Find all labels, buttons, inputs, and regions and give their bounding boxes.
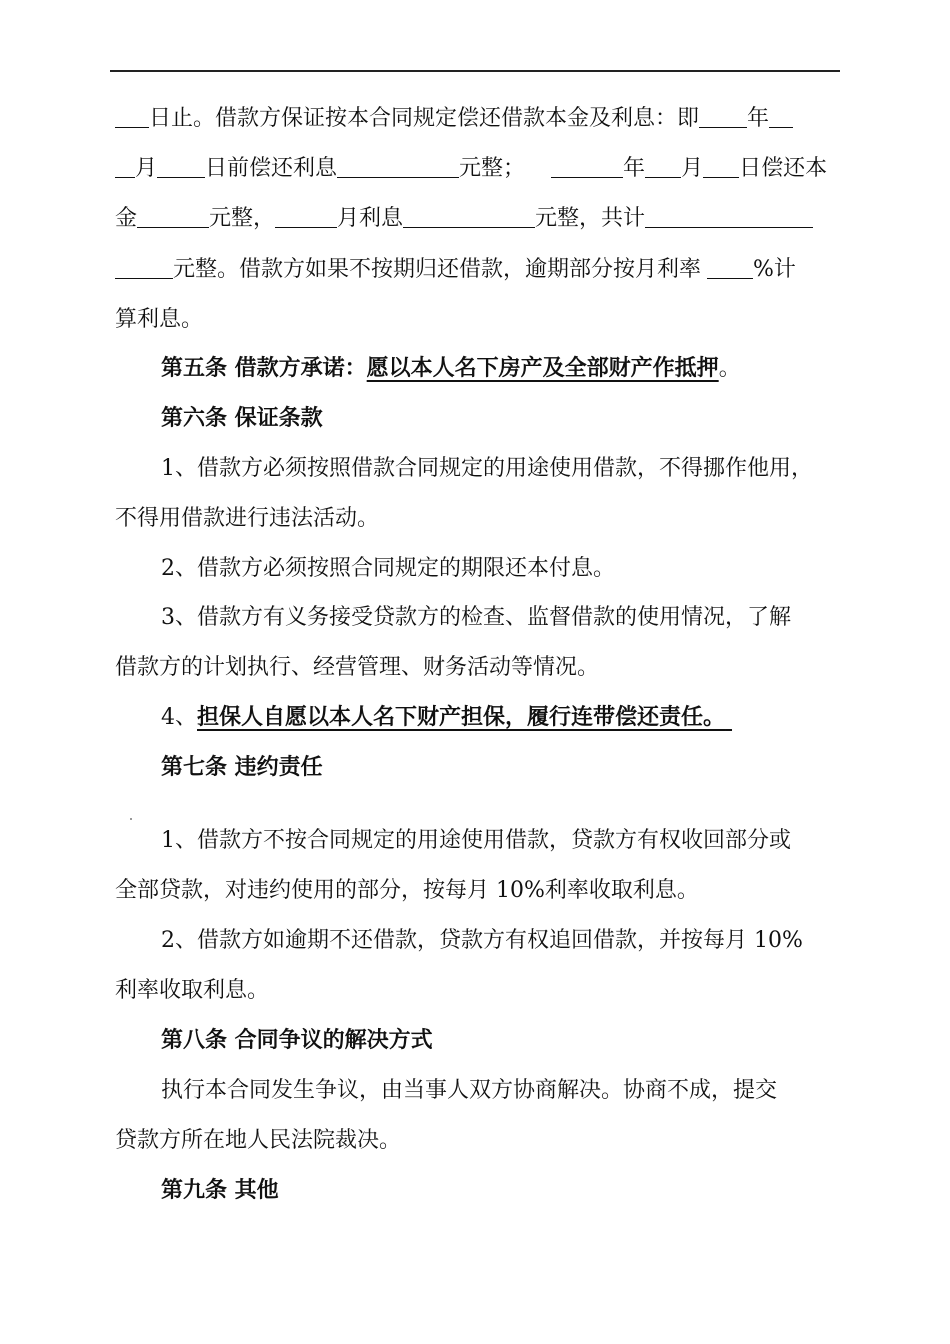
blank-field[interactable] <box>115 155 135 178</box>
blank-field[interactable] <box>115 105 149 128</box>
blank-field[interactable] <box>403 205 535 228</box>
article-5-promise: 愿以本人名下房产及全部财产作抵押 <box>366 356 719 381</box>
blank-field[interactable] <box>275 205 337 228</box>
article-6-item-3-cont: 借款方的计划执行、经营管理、财务活动等情况。 <box>115 655 600 680</box>
blank-field[interactable] <box>645 155 681 178</box>
repayment-line-2: 月 日前偿还利息 元整； 年 月 日偿还本 <box>115 154 850 184</box>
article-6-item-3: 3、借款方有义务接受贷款方的检查、监督借款的使用情况，了解 <box>161 605 791 630</box>
article-6-item-4: 4、担保人自愿以本人名下财产担保，履行连带偿还责任。 <box>161 705 726 730</box>
article-7-item-2: 2、借款方如逾期不还借款，贷款方有权追回借款，并按每月 10% <box>161 928 803 953</box>
guarantor-clause: 担保人自愿以本人名下财产担保，履行连带偿还责任。 <box>197 705 726 730</box>
repayment-line-5: 算利息。 <box>115 307 204 332</box>
repayment-line-3: 金 元整， 月利息 元整，共计 <box>115 204 850 234</box>
blank-field[interactable] <box>645 205 813 228</box>
article-7-item-2-cont: 利率收取利息。 <box>115 978 270 1003</box>
article-8-text: 执行本合同发生争议，由当事人双方协商解决。协商不成，提交 <box>161 1078 778 1103</box>
repayment-line-1: 日止。借款方保证按本合同规定偿还借款本金及利息：即 年 <box>115 104 850 134</box>
article-6-item-1: 1、借款方必须按照借款合同规定的用途使用借款，不得挪作他用， <box>161 456 813 481</box>
article-7-item-1-cont: 全部贷款，对违约使用的部分，按每月 10%利率收取利息。 <box>115 878 699 903</box>
article-8-text-cont: 贷款方所在地人民法院裁决。 <box>115 1128 402 1153</box>
article-6-item-1-cont: 不得用借款进行违法活动。 <box>115 506 380 531</box>
article-5-heading: 第五条 借款方承诺： <box>161 356 367 381</box>
article-6-heading: 第六条 保证条款 <box>161 406 323 431</box>
article-8-heading: 第八条 合同争议的解决方式 <box>161 1028 433 1053</box>
blank-field[interactable] <box>551 155 623 178</box>
blank-field[interactable] <box>699 105 747 128</box>
header-rule <box>110 70 840 72</box>
blank-field[interactable] <box>337 155 459 178</box>
blank-field[interactable] <box>115 256 173 279</box>
repayment-line-4: 元整。借款方如果不按期归还借款，逾期部分按月利率 %计 <box>115 255 850 285</box>
scan-speck <box>130 818 132 820</box>
blank-field[interactable] <box>707 256 753 279</box>
blank-field[interactable] <box>703 155 739 178</box>
article-9-heading: 第九条 其他 <box>161 1178 279 1203</box>
blank-field[interactable] <box>157 155 205 178</box>
blank-field[interactable] <box>769 105 793 128</box>
article-5: 第五条 借款方承诺：愿以本人名下房产及全部财产作抵押。 <box>161 356 741 381</box>
article-6-item-2: 2、借款方必须按照合同规定的期限还本付息。 <box>161 556 615 581</box>
article-7-item-1: 1、借款方不按合同规定的用途使用借款，贷款方有权收回部分或 <box>161 828 791 853</box>
article-7-heading: 第七条 违约责任 <box>161 755 323 780</box>
blank-field[interactable] <box>137 205 209 228</box>
